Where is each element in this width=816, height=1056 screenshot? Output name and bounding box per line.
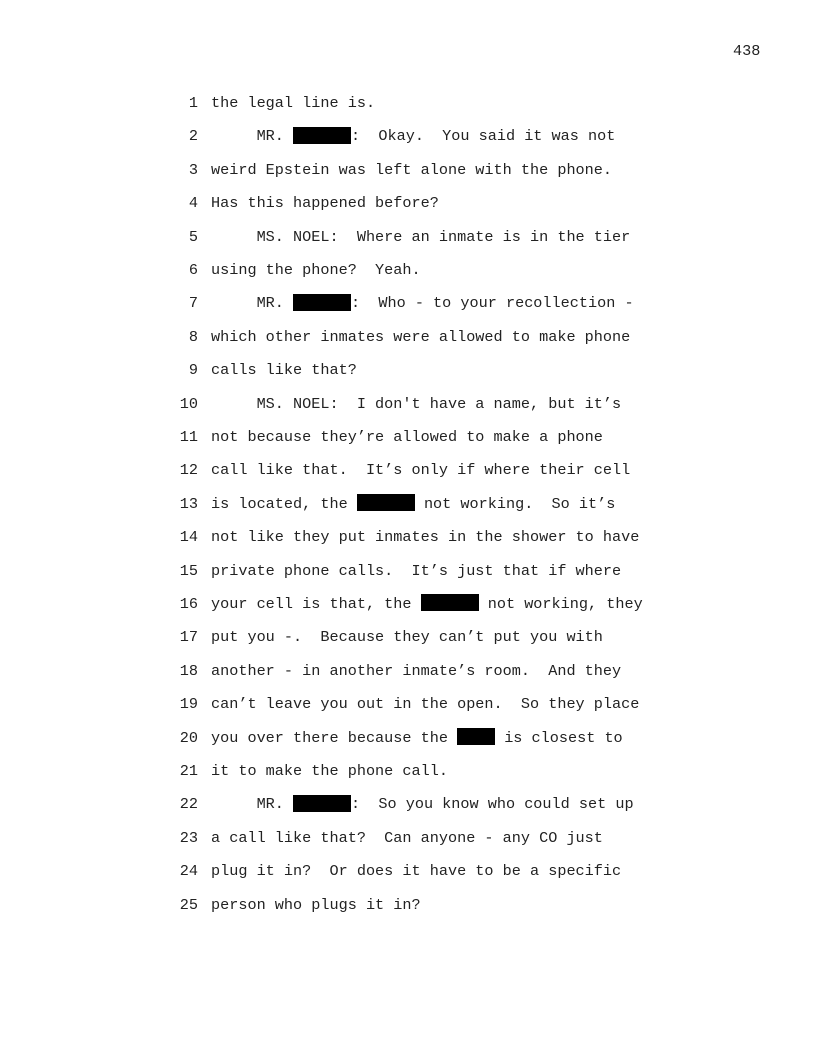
line-number: 2	[188, 127, 198, 146]
redaction-box	[293, 795, 351, 812]
text-segment: a call like that? Can anyone - any CO just	[211, 828, 603, 847]
line-text	[211, 160, 612, 180]
text-segment: MS. NOEL: I don't have a name, but it’s	[211, 394, 622, 413]
line-text	[211, 394, 621, 414]
line-text	[211, 661, 621, 681]
line-text	[211, 460, 630, 480]
text-segment: your cell is that, the	[211, 595, 421, 613]
text-segment: you over there because the	[211, 728, 458, 747]
line-text	[211, 794, 634, 814]
line-text	[211, 728, 623, 748]
text-segment: can’t leave you out in the open. So they place	[211, 695, 640, 714]
line-text	[211, 861, 621, 881]
text-segment: call like that. It’s only if where their cell	[211, 461, 631, 480]
line-text	[211, 561, 621, 581]
text-segment: weird Epstein was left alone with the phone.	[211, 160, 613, 179]
line-text	[211, 360, 357, 380]
line-text	[211, 527, 639, 547]
line-text	[211, 627, 603, 647]
line-number: 20	[179, 728, 198, 747]
text-segment: MR.	[211, 127, 294, 146]
line-text	[211, 694, 639, 714]
line-text	[211, 227, 630, 247]
line-number: 12	[179, 461, 198, 480]
line-number: 1	[188, 94, 198, 112]
text-segment: : Who - to your recollection -	[351, 294, 634, 313]
text-segment: which other inmates were allowed to make phone	[211, 327, 631, 346]
text-segment: is closest to	[495, 728, 623, 747]
line-text	[211, 193, 439, 213]
line-number: 13	[179, 494, 198, 513]
line-number: 23	[179, 828, 198, 847]
line-text	[211, 427, 603, 447]
text-segment: not working. So it’s	[414, 494, 616, 513]
text-segment: is located, the	[211, 494, 357, 513]
text-segment: MS. NOEL: Where an inmate is in the tier	[211, 227, 631, 246]
text-segment: not like they put inmates in the shower to have	[211, 528, 640, 547]
line-text	[211, 761, 448, 781]
line-number: 4	[188, 194, 198, 213]
text-segment: : So you know who could set up	[351, 795, 634, 814]
redaction-box	[457, 728, 495, 745]
line-number: 18	[179, 661, 198, 680]
text-segment: private phone calls. It’s just that if where	[211, 561, 622, 580]
line-number: 22	[179, 795, 198, 814]
line-number: 14	[179, 528, 198, 547]
line-number: 24	[179, 862, 198, 881]
line-text	[211, 126, 615, 146]
text-segment: calls like that?	[211, 361, 357, 380]
text-segment: MR.	[211, 294, 294, 313]
line-number: 10	[179, 394, 198, 413]
line-number: 6	[188, 261, 198, 279]
line-number: 15	[179, 561, 198, 580]
text-segment: not working, they	[478, 595, 643, 613]
text-segment: Has this happened before?	[211, 194, 439, 213]
line-text	[211, 93, 375, 113]
text-segment: plug it in? Or does it have to be a specific	[211, 862, 622, 881]
line-number: 11	[179, 428, 198, 446]
text-segment: person who plugs it in?	[211, 895, 421, 914]
line-text	[211, 594, 643, 614]
line-text	[211, 494, 615, 514]
redaction-box	[293, 127, 351, 144]
line-text	[211, 828, 603, 848]
line-text	[211, 260, 421, 280]
text-segment: put you -. Because they can’t put you with	[211, 628, 603, 647]
text-segment: not because they’re allowed to make a phone	[211, 428, 603, 446]
line-text	[211, 327, 630, 347]
text-segment: the legal line is.	[211, 94, 376, 112]
text-segment: : Okay. You said it was not	[351, 127, 616, 146]
line-text	[211, 293, 634, 313]
line-number: 9	[188, 361, 198, 380]
text-segment: it to make the phone call.	[211, 762, 448, 780]
line-number: 5	[188, 227, 198, 246]
line-number: 8	[188, 327, 198, 346]
page-number: 438	[733, 42, 761, 60]
text-segment: MR.	[211, 795, 294, 814]
redaction-box	[357, 494, 415, 511]
line-number: 16	[179, 595, 198, 613]
line-number: 17	[179, 628, 198, 647]
redaction-box	[421, 594, 479, 611]
line-number: 21	[179, 762, 198, 780]
text-segment: using the phone? Yeah.	[211, 261, 421, 279]
line-number: 3	[188, 160, 198, 179]
redaction-box	[293, 294, 351, 311]
line-number: 7	[188, 294, 198, 313]
line-text	[211, 895, 421, 915]
line-number: 19	[179, 695, 198, 714]
text-segment: another - in another inmate’s room. And they	[211, 661, 622, 680]
line-number: 25	[179, 895, 198, 914]
